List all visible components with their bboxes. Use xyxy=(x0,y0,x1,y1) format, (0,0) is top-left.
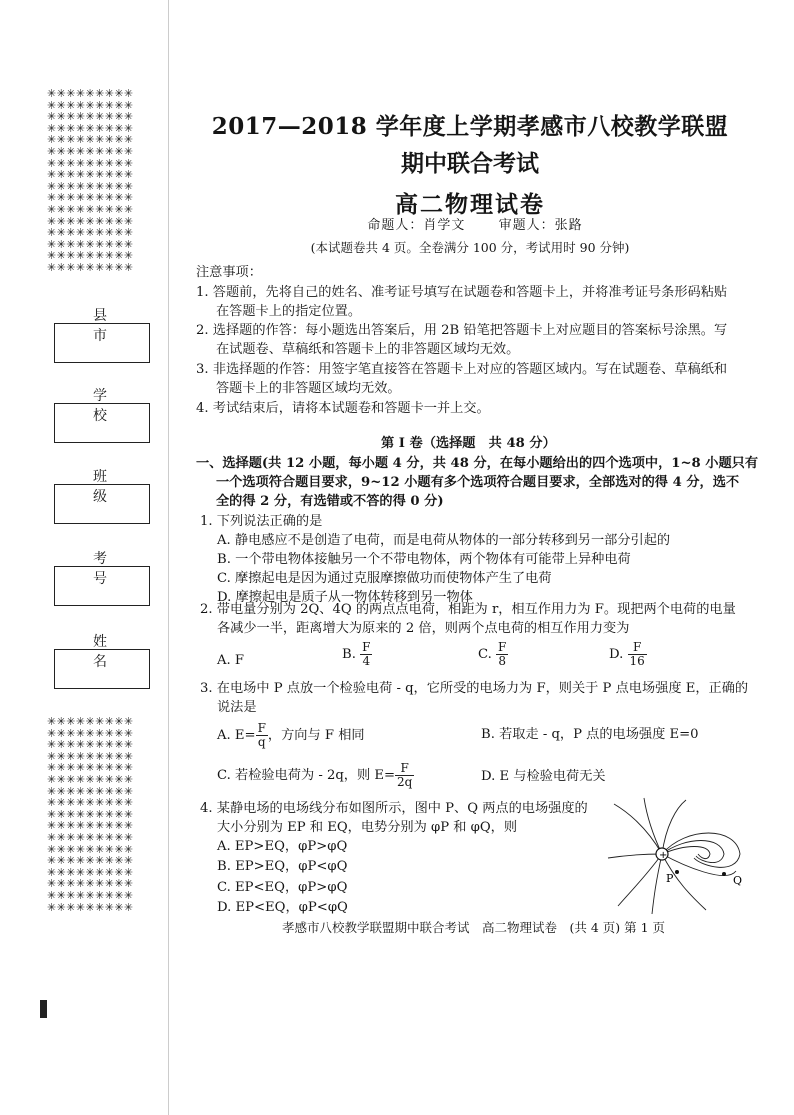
section-intro-2: 一个选项符合题目要求，9~12 小题有多个选项符合题目要求，全部选对的得 4 分，选不 xyxy=(216,475,740,490)
q3-option-b: B. 若取走 - q，P 点的电场强度 E=0 xyxy=(481,727,699,742)
setter: 命题人：肖学文 xyxy=(367,218,466,233)
field-exam-number-label: 考 号 xyxy=(93,551,131,587)
q3-stem-1: 3. 在电场中 P 点放一个检验电荷 - q，它所受的电场力为 F，则关于 P 点电场强度 E，正确的 xyxy=(200,681,749,696)
q2-option-d xyxy=(609,641,647,668)
q3-stem-2: 说法是 xyxy=(217,700,257,715)
authors-line xyxy=(210,214,740,233)
charge-sign: + xyxy=(659,850,668,861)
q2-option-b-fraction xyxy=(360,641,372,668)
q2-b-numerator: F xyxy=(362,640,371,654)
q2-option-b-label: B. xyxy=(342,647,356,662)
field-line xyxy=(614,804,662,854)
q3-a-denominator: q xyxy=(257,735,266,749)
paper-title: 高二物理试卷 xyxy=(395,191,545,218)
q3-option-a xyxy=(217,722,365,749)
field-name xyxy=(54,631,150,689)
q1-option-a: A. 静电感应不是创造了电荷，而是电荷从物体的一部分转移到另一部分引起的 xyxy=(217,533,671,548)
q4-option-a: A. EP>EQ，φP>φQ xyxy=(217,839,348,854)
q3-option-c xyxy=(217,762,414,789)
q2-d-denominator: 16 xyxy=(629,654,645,668)
section-heading: 第 I 卷（选择题 共 48 分） xyxy=(381,436,556,451)
q4-stem-1: 4. 某静电场的电场线分布如图所示，图中 P、Q 两点的电场强度的 xyxy=(200,801,588,816)
section-intro-1: 一、选择题(共 12 小题，每小题 4 分，共 48 分，在每小题给出的四个选项中，1~8 小题只有 xyxy=(196,456,759,471)
q2-b-denominator: 4 xyxy=(362,654,371,668)
instruction-1-cont: 在答题卡上的指定位置。 xyxy=(216,304,362,319)
exam-note: (本试题卷共 4 页。全卷满分 100 分，考试用时 90 分钟) xyxy=(310,240,630,255)
point-p-dot xyxy=(675,870,679,874)
q2-stem-2: 各减少一半，距离增大为原来的 2 倍，则两个点电荷的相互作用力变为 xyxy=(217,621,630,636)
q3-option-a-fraction xyxy=(256,722,268,749)
field-line xyxy=(662,847,710,859)
field-line xyxy=(652,854,662,914)
field-name-label: 姓 名 xyxy=(93,634,131,670)
instruction-3: 3. 非选择题的作答：用签字笔直接答在答题卡上对应的答题区域内。写在试题卷、草稿纸和 xyxy=(196,362,728,377)
q3-option-d: D. E 与检验电荷无关 xyxy=(481,769,606,784)
q1-option-c: C. 摩擦起电是因为通过克服摩擦做功而使物体产生了电荷 xyxy=(217,571,552,586)
q3-c-numerator: F xyxy=(395,762,414,776)
instruction-1: 1. 答题前，先将自己的姓名、准考证号填写在试题卷和答题卡上，并将准考证号条形码粘贴 xyxy=(196,285,728,300)
q2-stem-1: 2. 带电量分别为 2Q、4Q 的两点点电荷，相距为 r，相互作用力为 F。现把两个电荷的电量 xyxy=(200,602,736,617)
instruction-2: 2. 选择题的作答：每小题选出答案后，用 2B 铅笔把答题卡上对应题目的答案标号涂黑。写 xyxy=(196,323,728,338)
field-line xyxy=(662,800,686,854)
q3-option-a-pre: A. E= xyxy=(217,728,256,743)
field-line xyxy=(644,798,662,854)
field-exam-number xyxy=(54,548,150,606)
field-county xyxy=(54,305,150,363)
q4-stem-2: 大小分别为 EP 和 EQ，电势分别为 φP 和 φQ，则 xyxy=(217,820,518,835)
q2-d-numerator: F xyxy=(628,641,647,655)
reviewer: 审题人：张路 xyxy=(498,218,583,233)
q2-option-c-fraction xyxy=(496,641,508,668)
point-p-label: P xyxy=(666,872,674,885)
q2-c-denominator: 8 xyxy=(498,654,506,668)
q2-option-c xyxy=(478,641,508,668)
star-pattern-bottom: ✳✳✳✳✳✳✳✳✳ ✳✳✳✳✳✳✳✳✳ ✳✳✳✳✳✳✳✳✳ ✳✳✳✳✳✳✳✳✳ ✳✳✳✳✳✳✳✳✳ ✳✳✳✳✳✳✳✳✳ ✳✳✳✳✳✳✳✳✳ ✳✳✳✳✳✳✳✳✳ ✳✳✳✳✳✳✳✳✳ ✳✳✳✳✳✳✳✳✳ ✳✳✳✳✳✳✳✳✳ ✳✳✳✳✳✳✳✳✳ ✳✳✳✳✳✳✳✳✳ ✳✳✳✳✳✳✳✳✳ ✳✳✳✳✳✳✳✳✳ ✳✳✳✳✳✳✳✳✳ ✳✳✳✳✳✳✳✳✳ xyxy=(47,716,134,914)
q3-a-numerator: F xyxy=(257,721,266,735)
instruction-2-cont: 在试题卷、草稿纸和答题卡上的非答题区域均无效。 xyxy=(216,342,520,357)
q3-option-c-fraction xyxy=(395,762,414,789)
q2-option-d-fraction xyxy=(628,641,647,668)
field-school-label: 学 校 xyxy=(93,388,131,424)
field-county-label: 县 市 xyxy=(93,308,131,344)
q1-option-d: D. 摩擦起电是质子从一物体转移到另一物体 xyxy=(217,590,473,605)
q3-c-denominator: 2q xyxy=(397,775,413,789)
point-q-label: Q xyxy=(733,874,743,887)
page-footer: 孝感市八校教学联盟期中联合考试 高二物理试卷 (共 4 页) 第 1 页 xyxy=(282,920,666,935)
instruction-3-cont: 答题卡上的非答题区域均无效。 xyxy=(216,381,401,396)
field-class-label: 班 级 xyxy=(93,469,131,505)
q2-option-c-label: C. xyxy=(478,647,492,662)
scan-edge-line xyxy=(168,0,169,1115)
field-class xyxy=(54,466,150,524)
exam-subtitle: 期中联合考试 xyxy=(401,150,539,177)
exam-title: 2017—2018 学年度上学期孝感市八校教学联盟 xyxy=(211,113,729,140)
field-lines-figure xyxy=(606,796,766,916)
q2-option-a: A. F xyxy=(217,653,245,668)
field-line xyxy=(618,854,662,906)
q4-option-b: B. EP>EQ，φP<φQ xyxy=(217,859,348,874)
section-intro-3: 全的得 2 分，有选错或不答的得 0 分) xyxy=(216,494,444,509)
field-line xyxy=(608,854,662,858)
q1-option-b: B. 一个带电物体接触另一个不带电物体，两个物体有可能带上异种电荷 xyxy=(217,552,631,567)
q1-stem: 1. 下列说法正确的是 xyxy=(200,514,323,529)
instructions-heading: 注意事项： xyxy=(196,265,262,280)
point-q-dot xyxy=(722,872,726,876)
q4-option-c: C. EP<EQ，φP>φQ xyxy=(217,880,348,895)
instruction-4: 4. 考试结束后，请将本试题卷和答题卡一并上交。 xyxy=(196,401,490,416)
q4-option-d: D. EP<EQ，φP<φQ xyxy=(217,900,348,915)
star-pattern-top: ✳✳✳✳✳✳✳✳✳ ✳✳✳✳✳✳✳✳✳ ✳✳✳✳✳✳✳✳✳ ✳✳✳✳✳✳✳✳✳ ✳✳✳✳✳✳✳✳✳ ✳✳✳✳✳✳✳✳✳ ✳✳✳✳✳✳✳✳✳ ✳✳✳✳✳✳✳✳✳ ✳✳✳✳✳✳✳✳✳ ✳✳✳✳✳✳✳✳✳ ✳✳✳✳✳✳✳✳✳ ✳✳✳✳✳✳✳✳✳ ✳✳✳✳✳✳✳✳✳ ✳✳✳✳✳✳✳✳✳ ✳✳✳✳✳✳✳✳✳ ✳✳✳✳✳✳✳✳✳ xyxy=(47,88,134,274)
q2-option-d-label: D. xyxy=(609,647,624,662)
scan-mark xyxy=(40,1000,47,1018)
field-school xyxy=(54,385,150,443)
q3-option-a-post: ，方向与 F 相同 xyxy=(267,728,365,743)
q3-option-c-pre: C. 若检验电荷为 - 2q，则 E= xyxy=(217,768,396,783)
q2-option-b xyxy=(342,641,372,668)
q2-c-numerator: F xyxy=(498,640,507,654)
